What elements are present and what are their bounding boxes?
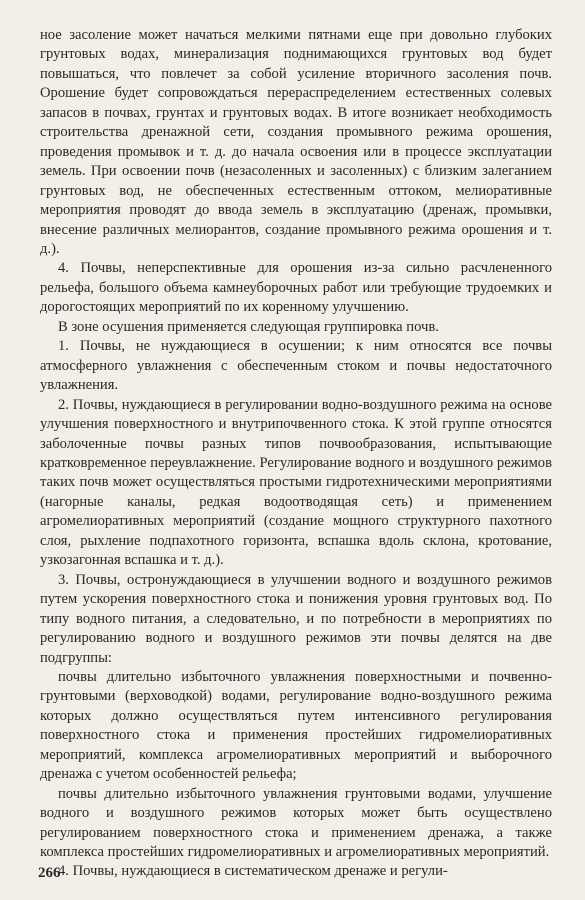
paragraph-group-1: 1. Почвы, не нуждающиеся в осушении; к ним относятся все почвы атмосферного увлажнения с обеспеченным стоком и почвы недостаточного увлажнения. xyxy=(40,338,552,394)
paragraph-group-4-drainage: 4. Почвы, нуждающиеся в систематическом дренаже и регули- xyxy=(58,863,448,880)
paragraph-drainage-zone-intro: В зоне осушения применяется следующая группировка почв. xyxy=(58,318,439,335)
paragraph-subgroup-surface: почвы длительно избыточного увлажнения поверхностными и почвенно-грунтовыми (верховодкой) водами, регулирование водно-воздушного режима которых должно осуществляться путем интенсивного регулирования поверхностного стока и применения простейших гидромелиоративных мероприятий, комплекса агромелиоративных мероприятий и выборочного дренажа с учетом особенностей рельефа; xyxy=(40,668,552,783)
page-number: 266 xyxy=(38,865,61,881)
body-text xyxy=(40,26,552,882)
paragraph-group-3: 3. Почвы, остронуждающиеся в улучшении водного и воздушного режимов путем ускорения поверхностного стока и понижения уровня грунтовых вод. По типу водного питания, а следовательно, и по потребности в мероприятиях по регулированию водного и воздушного режимов эти почвы делятся на две подгруппы: xyxy=(40,571,552,666)
paragraph-group-2: 2. Почвы, нуждающиеся в регулировании водно-воздушного режима на основе улучшения поверхностного и внутрипочвенного стока. К этой группе относятся заболоченные почвы разных типов почвообразования, испытывающие кратковременное переувлажнение. Регулирование водного и воздушного режимов таких почв может осуществляться простыми гидротехническими мероприятиями (нагорные каналы, редкая водоотводящая сеть) и применением агромелиоративных мероприятий (создание мощного структурного пахотного слоя, рыхление подпахотного горизонта, вспашка вдоль склона, кротование, узкозагонная вспашка и т. д.). xyxy=(40,396,552,569)
paragraph-salinization: ное засоление может начаться мелкими пятнами еще при довольно глубоких грунтовых водах, минерализация поднимающихся грунтовых вод будет повышаться, что повлечет за собой усиление вторичного засоления почв. Орошение будет сопровождаться перераспределением естественных солевых запасов в почвах, грунтах и грунтовых водах. В итоге возникает необходимость строительства дренажной сети, создания промывного режима орошения, проведения промывок и т. д. до начала освоения или в процессе эксплуатации земель. При освоении почв (незасоленных и засоленных) с близким залеганием грунтовых вод, не обеспеченных естественным оттоком, мелиоративные мероприятия проводят до ввода земель в эксплуатацию (дренаж, промывки, внесение различных мелиорантов, создание промывного режима орошения и т. д.). xyxy=(40,27,552,257)
paragraph-subgroup-groundwater: почвы длительно избыточного увлажнения грунтовыми водами, улучшение водного и воздушного режимов которых может быть осуществлено регулированием поверхностного стока и применением дренажа, а также комплекса простейших гидромелиоративных и агромелиоративных мероприятий. xyxy=(40,785,552,861)
paragraph-group-4-irrigation: 4. Почвы, неперспективные для орошения из-за сильно расчлененного рельефа, большого объема камнеуборочных работ или требующие трудоемких и дорогостоящих мероприятий по их коренному улучшению. xyxy=(40,260,552,316)
